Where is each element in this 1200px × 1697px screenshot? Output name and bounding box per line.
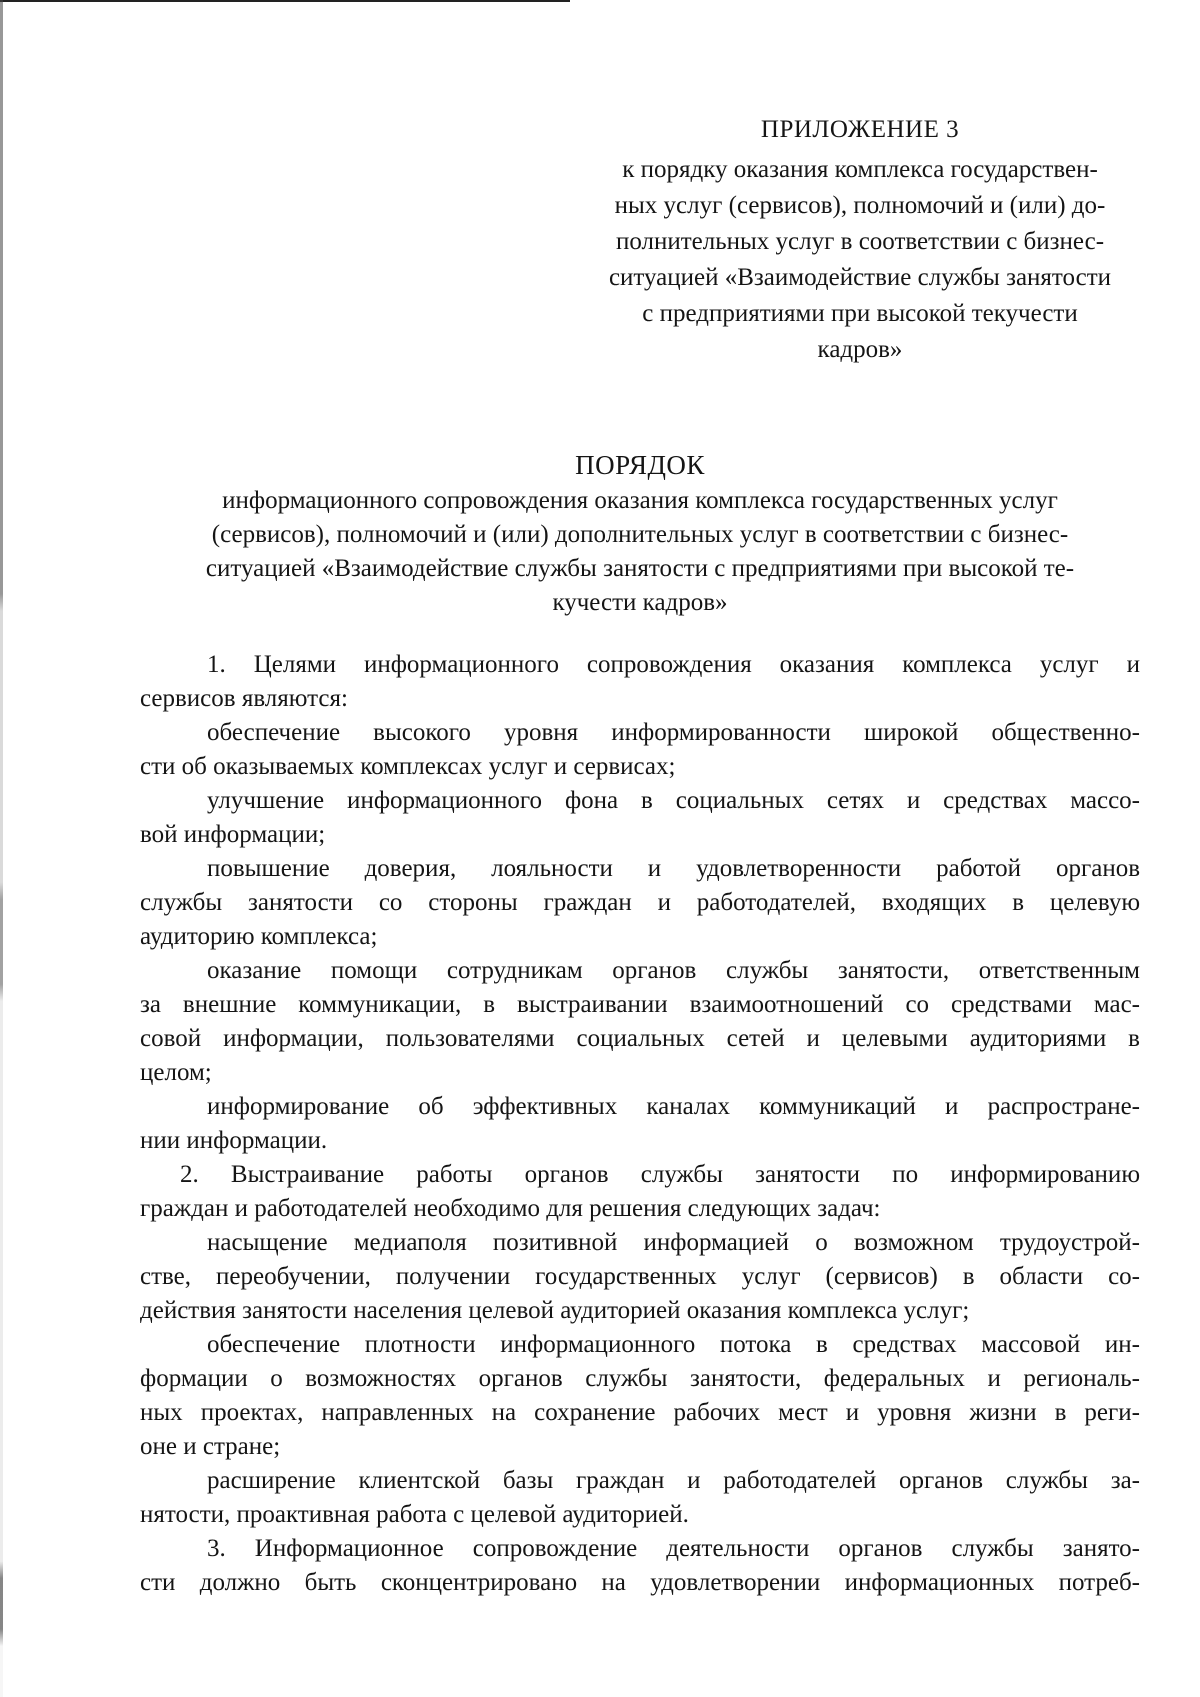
list-item-line: службы занятости со стороны граждан и работодателей, входящих в целевую xyxy=(140,889,1140,916)
list-item-line: вой информации; xyxy=(140,821,326,848)
list-item-line: улучшение информационного фона в социальных сетях и средствах массо- xyxy=(207,787,1140,814)
list-item-line: насыщение медиаполя позитивной информацией о возможном трудоустрой- xyxy=(207,1229,1140,1256)
paragraph-1-line: сервисов являются: xyxy=(140,685,348,712)
list-item-line: совой информации, пользователями социальных сетей и целевыми аудиториями в xyxy=(140,1025,1140,1052)
order-subtitle-line: кучести кадров» xyxy=(552,589,728,616)
paragraph-2-line: 2. Выстраивание работы органов службы занятости по информированию xyxy=(180,1161,1140,1188)
list-item-line: формации о возможностях органов службы занятости, федеральных и региональ- xyxy=(140,1365,1140,1392)
paragraph-3-line: сти должно быть сконцентрировано на удовлетворении информационных потреб- xyxy=(140,1569,1140,1596)
list-item-line: информирование об эффективных каналах коммуникаций и распростране- xyxy=(207,1093,1140,1120)
list-item-line: целом; xyxy=(140,1059,212,1086)
appendix-title: ПРИЛОЖЕНИЕ 3 xyxy=(760,116,960,143)
list-item-line: расширение клиентской базы граждан и работодателей органов службы за- xyxy=(207,1467,1140,1494)
document-body xyxy=(140,648,1140,1600)
appendix-line: ных услуг (сервисов), полномочий и (или) до- xyxy=(614,192,1106,219)
paragraph-2-line: граждан и работодателей необходимо для решения следующих задач: xyxy=(140,1195,881,1222)
list-item-line: нии информации. xyxy=(140,1127,328,1154)
appendix-line: кадров» xyxy=(817,336,903,363)
list-item-line: повышение доверия, лояльности и удовлетворенности работой органов xyxy=(207,855,1140,882)
order-subtitle-line: информационного сопровождения оказания комплекса государственных услуг xyxy=(222,487,1058,514)
list-item-line: обеспечение плотности информационного потока в средствах массовой ин- xyxy=(207,1331,1140,1358)
order-title-block xyxy=(140,448,1140,620)
appendix-block xyxy=(560,112,1160,368)
list-item-line: оказание помощи сотрудникам органов службы занятости, ответственным xyxy=(207,957,1140,984)
list-item-line: за внешние коммуникации, в выстраивании взаимоотношений со средствами мас- xyxy=(140,991,1140,1018)
appendix-line: полнительных услуг в соответствии с бизнес- xyxy=(615,228,1105,255)
appendix-line: ситуацией «Взаимодействие службы занятости xyxy=(608,264,1112,291)
list-item-line: обеспечение высокого уровня информированности широкой общественно- xyxy=(207,719,1140,746)
list-item-line: сти об оказываемых комплексах услуг и сервисах; xyxy=(140,753,676,780)
list-item-line: оне и стране; xyxy=(140,1433,281,1460)
paragraph-3-line: 3. Информационное сопровождение деятельности органов службы занято- xyxy=(207,1535,1140,1562)
paragraph-1-line: 1. Целями информационного сопровождения оказания комплекса услуг и xyxy=(207,651,1140,678)
list-item-line: нятости, проактивная работа с целевой аудиторией. xyxy=(140,1501,689,1528)
list-item-line: действия занятости населения целевой аудиторией оказания комплекса услуг; xyxy=(140,1297,970,1324)
appendix-line: с предприятиями при высокой текучести xyxy=(642,300,1078,327)
list-item-line: стве, переобучении, получении государственных услуг (сервисов) в области со- xyxy=(140,1263,1140,1290)
scan-left-edge xyxy=(0,0,3,1697)
list-item-line: ных проектах, направленных на сохранение рабочих мест и уровня жизни в реги- xyxy=(140,1399,1140,1426)
order-heading: ПОРЯДОК xyxy=(575,450,705,480)
order-subtitle-line: (сервисов), полномочий и (или) дополнительных услуг в соответствии с бизнес- xyxy=(211,521,1069,548)
order-subtitle-line: ситуацией «Взаимодействие службы занятости с предприятиями при высокой те- xyxy=(205,555,1075,582)
appendix-line: к порядку оказания комплекса государствен- xyxy=(622,156,1098,183)
list-item-line: аудиторию комплекса; xyxy=(140,923,378,950)
scan-top-line xyxy=(0,0,570,2)
